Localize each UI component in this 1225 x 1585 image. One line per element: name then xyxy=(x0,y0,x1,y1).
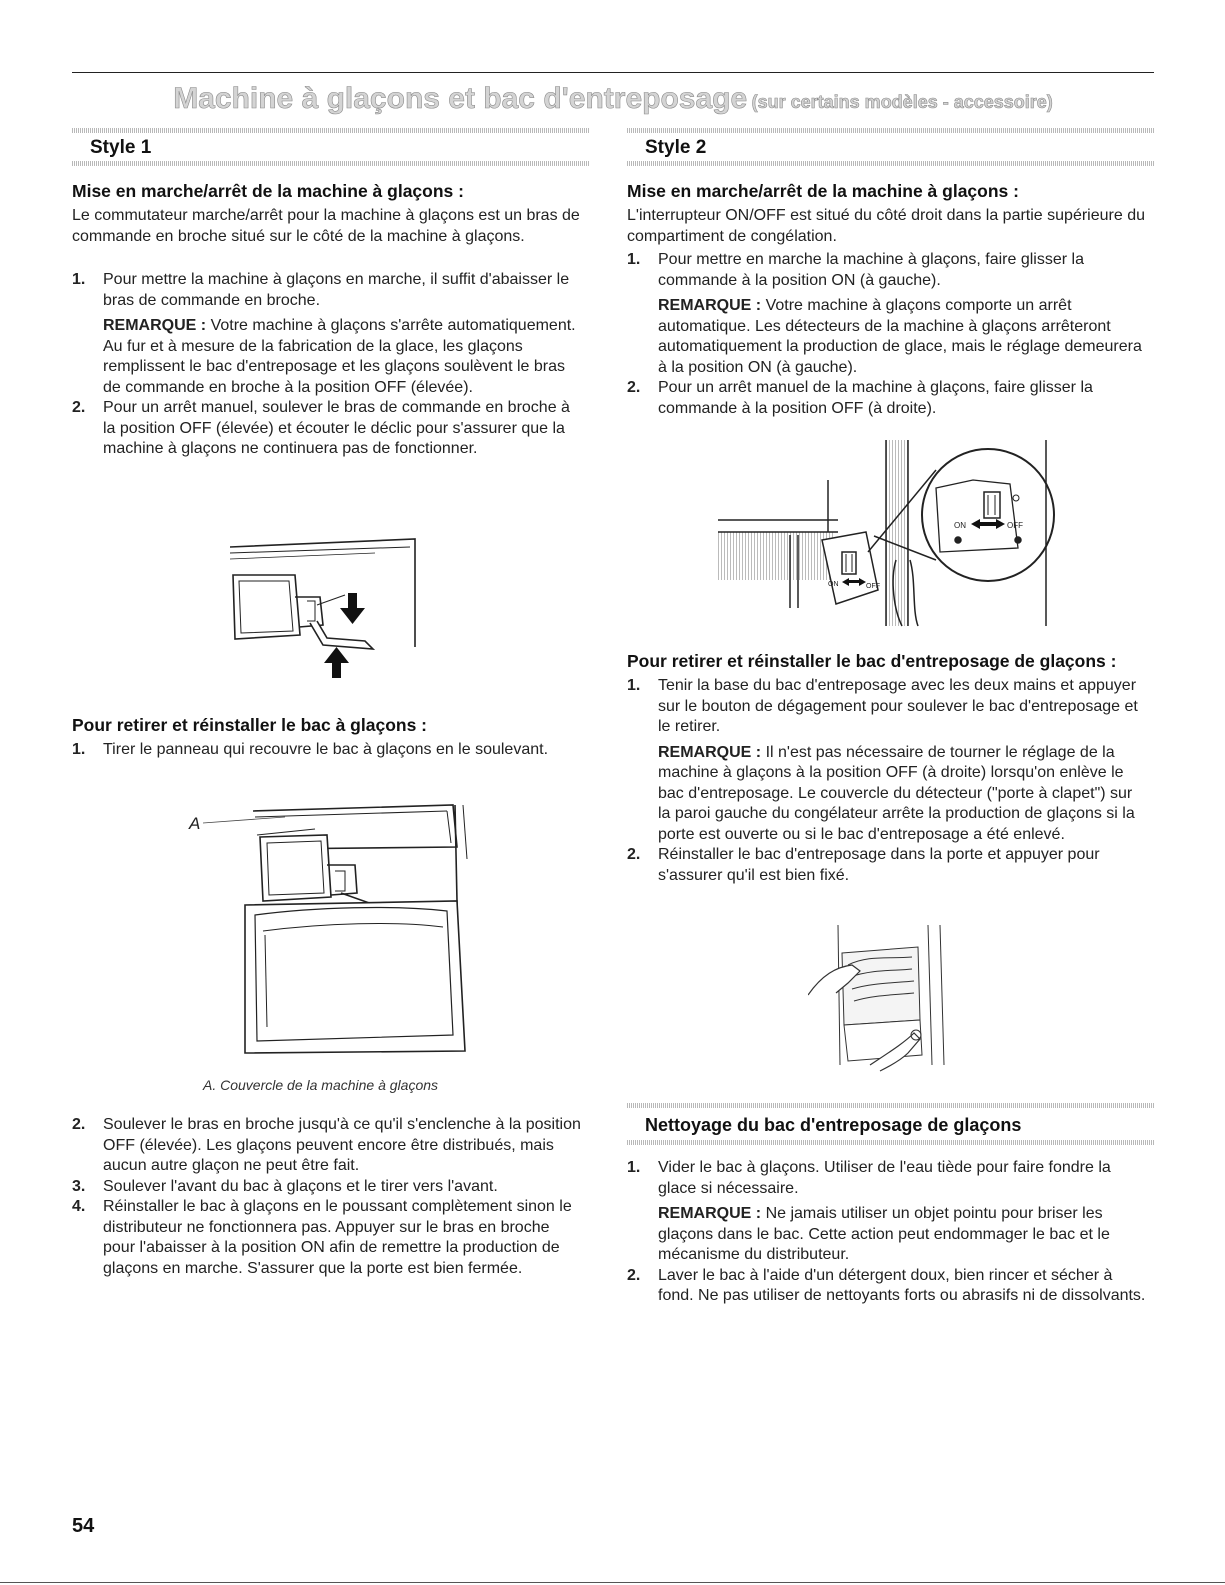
note-label: REMARQUE : xyxy=(103,317,207,334)
right-section2-heading: Pour retirer et réinstaller le bac d'entreposage de glaçons : xyxy=(627,651,1117,671)
right-section1-intro: L'interrupteur ON/OFF est situé du côté droit dans la partie supérieure du compartiment de congélation. xyxy=(627,207,1145,245)
page-number: 54 xyxy=(72,1515,95,1537)
list-item xyxy=(72,1197,584,1279)
cleaning-top-band xyxy=(627,1103,1155,1108)
storage-bin-removal-illustration xyxy=(808,925,958,1075)
page-title xyxy=(72,82,1154,116)
step-text: Vider le bac à glaçons. Utiliser de l'eau tiède pour faire fondre la glace si nécessaire. xyxy=(658,1159,1111,1197)
list-item xyxy=(72,1115,584,1177)
list-item xyxy=(72,398,584,460)
step-text: Soulever le bras en broche jusqu'à ce qu'il s'enclenche à la position OFF (élevée). Les glaçons peuvent encore être distribués, mais aucun autre glaçon ne peut être fait. xyxy=(103,1116,581,1174)
figure-callout-a: A xyxy=(189,814,201,833)
step-number: 2. xyxy=(72,399,86,416)
bottom-rule xyxy=(0,1582,1225,1583)
style2-bottom-band xyxy=(627,161,1155,166)
switch-off-label-small: OFF xyxy=(866,583,880,590)
list-item xyxy=(627,676,1147,845)
icemaker-arm-illustration xyxy=(225,535,425,685)
style2-top-band xyxy=(627,128,1155,133)
step-text: Tenir la base du bac d'entreposage avec les deux mains et appuyer sur le bouton de dégagement pour soulever le bac d'entreposage et le retirer. xyxy=(658,677,1138,735)
note xyxy=(658,1204,1147,1266)
note-label: REMARQUE : xyxy=(658,297,762,314)
top-rule xyxy=(72,72,1154,73)
on-off-switch-illustration xyxy=(718,440,1058,630)
list-item xyxy=(72,1177,584,1198)
note-text: Votre machine à glaçons s'arrête automatiquement. Au fur et à mesure de la fabrication de la glace, les glaçons remplissent le bac d'entreposage et les glaçons soulèvent le bras de commande en broche à la position OFF (élevée). xyxy=(103,317,576,396)
style1-top-band xyxy=(72,128,590,133)
style1-label: Style 1 xyxy=(90,137,152,158)
note-label: REMARQUE : xyxy=(658,743,762,761)
step-text: Pour mettre en marche la machine à glaçons, faire glisser la commande à la position ON (à gauche). xyxy=(658,251,1084,289)
step-text: Soulever l'avant du bac à glaçons et le tirer vers l'avant. xyxy=(103,1177,498,1195)
list-item xyxy=(627,250,1147,378)
step-number: 1. xyxy=(627,677,641,694)
left-section1-heading: Mise en marche/arrêt de la machine à glaçons : xyxy=(72,181,464,201)
style1-bottom-band xyxy=(72,161,590,166)
list-item xyxy=(72,740,584,761)
switch-on-label: ON xyxy=(954,521,966,530)
step-number: 2. xyxy=(627,379,641,396)
step-text: Réinstaller le bac à glaçons en le poussant complètement sinon le distributeur ne fonctionnera pas. Appuyer sur le bras en broche pour l'abaisser à la position ON afin de remettre la production de glaçons en marche. S'assurer que la porte est bien fermée. xyxy=(103,1198,572,1277)
figure-caption: A. Couvercle de la machine à glaçons xyxy=(203,1077,439,1093)
note xyxy=(658,296,1147,378)
note-label: REMARQUE : xyxy=(658,1205,762,1222)
step-number: 3. xyxy=(72,1177,86,1195)
icemaker-cover-illustration xyxy=(185,795,475,1057)
left-section1-intro: Le commutateur marche/arrêt pour la machine à glaçons est un bras de commande en broche situé sur le côté de la machine à glaçons. xyxy=(72,207,580,245)
note xyxy=(103,316,584,398)
right-section1-heading: Mise en marche/arrêt de la machine à glaçons : xyxy=(627,181,1019,201)
list-item xyxy=(627,378,1147,419)
style2-label: Style 2 xyxy=(645,137,707,158)
list-item xyxy=(72,270,584,398)
right-section2-steps xyxy=(627,676,1147,886)
switch-off-label: OFF xyxy=(1007,521,1023,530)
step-number: 1. xyxy=(627,1159,641,1176)
right-section3-steps xyxy=(627,1158,1147,1307)
list-item xyxy=(627,1158,1147,1266)
note xyxy=(658,743,1147,846)
cleaning-bottom-band xyxy=(627,1140,1155,1145)
step-text: Pour un arrêt manuel de la machine à glaçons, faire glisser la commande à la position OFF (à droite). xyxy=(658,379,1093,417)
step-text: Tirer le panneau qui recouvre le bac à glaçons en le soulevant. xyxy=(103,741,549,758)
step-number: 4. xyxy=(72,1198,86,1215)
page-title-subtitle: (sur certains modèles - accessoire) xyxy=(751,92,1053,112)
left-section2-steps-a xyxy=(72,740,584,761)
note-text: Ne jamais utiliser un objet pointu pour briser les glaçons dans le bac. Cette action peut endommager le bac et le mécanisme du distributeur. xyxy=(658,1205,1110,1263)
note-text: Il n'est pas nécessaire de tourner le réglage de la machine à glaçons à la position OFF (à droite) lorsqu'on enlève le bac d'entreposage. Le couvercle du détecteur ("porte à clapet") sur la paroi gauche du congélateur arrête la production de glaçons si la porte est ouverte ou si le bac d'entreposage a été enlevé. xyxy=(658,743,1135,843)
step-number: 1. xyxy=(72,741,86,758)
note-text: Votre machine à glaçons comporte un arrêt automatique. Les détecteurs de la machine à glaçons arrêteront automatiquement la production de glace, mais le réglage demeurera à la position ON (à gauche). xyxy=(658,297,1142,376)
step-text: Réinstaller le bac d'entreposage dans la porte et appuyer pour s'assurer qu'il est bien fixé. xyxy=(658,846,1100,884)
left-section2-heading: Pour retirer et réinstaller le bac à glaçons : xyxy=(72,715,427,735)
step-number: 1. xyxy=(627,251,641,268)
switch-on-label-small: ON xyxy=(828,581,839,588)
step-text: Pour mettre la machine à glaçons en marche, il suffit d'abaisser le bras de commande en broche. xyxy=(103,271,570,309)
step-text: Laver le bac à l'aide d'un détergent doux, bien rincer et sécher à fond. Ne pas utiliser de nettoyants forts ou abrasifs ni de dissolvants. xyxy=(658,1266,1146,1304)
step-number: 2. xyxy=(627,1266,641,1284)
step-number: 2. xyxy=(72,1116,86,1133)
step-number: 2. xyxy=(627,846,641,863)
step-text: Pour un arrêt manuel, soulever le bras de commande en broche à la position OFF (élevée) et écouter le déclic pour s'assurer que la machine à glaçons ne continuera pas de fonctionner. xyxy=(103,399,570,457)
right-section1-steps xyxy=(627,250,1147,419)
list-item xyxy=(627,845,1147,886)
list-item xyxy=(627,1266,1147,1307)
page-title-main: Machine à glaçons et bac d'entreposage xyxy=(173,82,748,115)
left-section2-steps-b xyxy=(72,1115,584,1279)
step-number: 1. xyxy=(72,271,86,288)
left-section1-steps xyxy=(72,270,584,460)
right-section3-heading: Nettoyage du bac d'entreposage de glaçons xyxy=(645,1115,1022,1135)
